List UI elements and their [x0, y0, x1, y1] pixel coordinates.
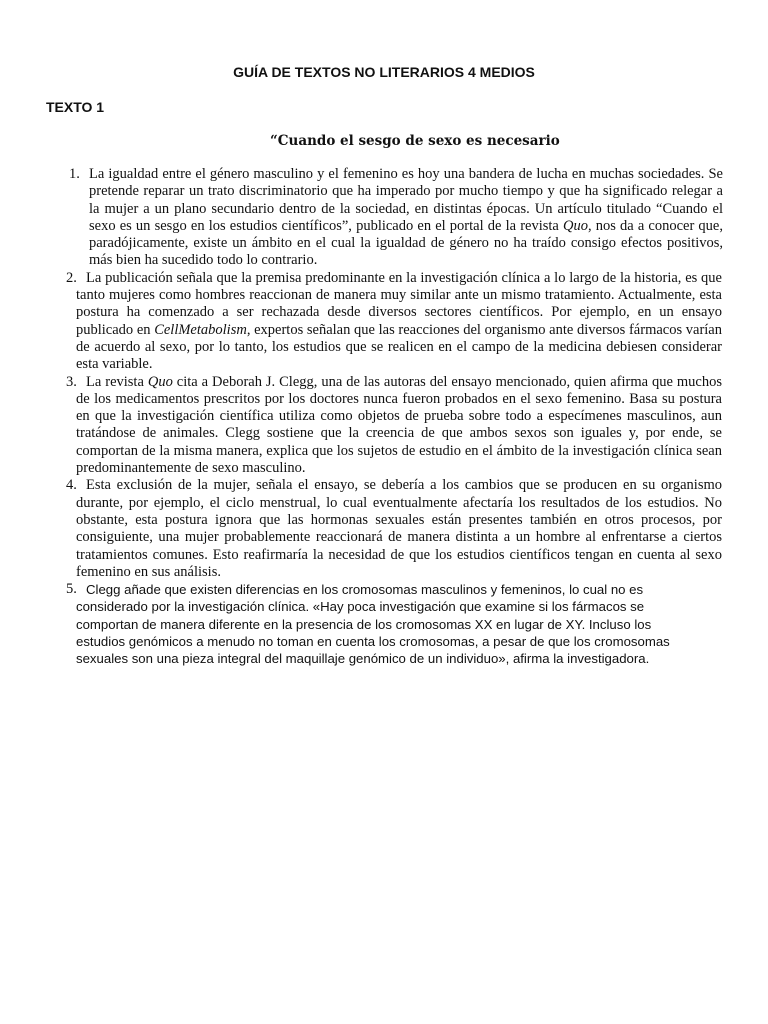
paragraph-3 [66, 373, 722, 478]
article-title: “Cuando el sesgo de sexo es necesario [270, 133, 560, 149]
paragraph-list [0, 166, 723, 668]
paragraph-number: 3. [66, 373, 77, 390]
paragraph-text: Clegg añade que existen diferencias en los cromosomas masculinos y femeninos, lo cual no es considerado por la investigación clínica. «Hay poca investigación que examine si los fármacos se comportan de manera diferente en la presencia de los cromosomas XX en lugar de XY. Incluso los estudios genómicos a menudo no toman en cuenta los cromosomas, a pesar de que los cromosomas sexuales son una pieza integral del maquillaje genómico de un individuo», afirma la investigadora. [76, 582, 670, 667]
document-title: GUÍA DE TEXTOS NO LITERARIOS 4 MEDIOS [233, 64, 535, 80]
paragraph-text: La igualdad entre el género masculino y el femenino es hoy una bandera de lucha en muchas sociedades. Se pretende reparar un trato discriminatorio que ha imperado por mucho tiempo y que ha significado relegar a la mujer a un plano secundario dentro de la sociedad, en distintas épocas. Un artículo titulado “Cuando el sexo es un sesgo en los estudios científicos”, publicado en el portal de la revista Quo, nos da a conocer que, paradójicamente, existe un ámbito en el cual la igualdad de género no ha traído consigo efectos positivos, más bien ha sucedido todo lo contrario. [89, 166, 723, 269]
paragraph-text: La revista Quo cita a Deborah J. Clegg, una de las autoras del ensayo mencionado, quien afirma que muchos de los medicamentos prescritos por los doctores nunca fueron probados en el sexo femenino. Basa su postura en que la investigación científica utiliza como objetos de prueba sobre todo a especímenes masculinos, aun tratándose de animales. Clegg sostiene que la creencia de que ambos sexos son iguales y, por ende, se comportan de la misma manera, explica que los sujetos de estudio en el ámbito de la investigación clínica sean predominantemente de sexo masculino. [76, 373, 722, 477]
section-label: TEXTO 1 [46, 99, 105, 115]
paragraph-number: 4. [66, 477, 77, 494]
paragraph-1 [69, 166, 723, 270]
magazine-name-quo: Quo [562, 217, 588, 234]
paragraph-number: 5. [66, 581, 77, 598]
paragraph-4 [66, 477, 722, 581]
paragraph-text: Esta exclusión de la mujer, señala el ensayo, se debería a los cambios que se producen en su organismo durante, por ejemplo, el ciclo menstrual, lo cual eventualmente afectaría los resultados de los estudios. No obstante, esta postura ignora que las hormonas sexuales están presentes también en otros procesos, por consiguiente, una mujer probablemente reaccionará de manera distinta a un hombre al enfrentarse a ciertos tratamientos comunes. Esto reafirmaría la necesidad de que los estudios científicos tengan en cuenta al sexo femenino en sus análisis. [76, 477, 722, 580]
paragraph-5 [66, 581, 690, 667]
journal-name-cellmetabolism: CellMetabolism [154, 321, 247, 338]
magazine-name-quo: Quo [147, 373, 173, 390]
paragraph-2 [66, 269, 722, 374]
paragraph-text: La publicación señala que la premisa predominante en la investigación clínica a lo largo de la historia, es que tanto mujeres como hombres reaccionan de manera muy similar ante un mismo tratamiento. Actualmente, esta postura ha comenzado a ser rechazada desde diversos sectores científicos. Por ejemplo, en un ensayo publicado en CellMetabolism, expertos señalan que las reacciones del organismo ante diversos fármacos varían de acuerdo al sexo, por lo tanto, los estudios que se realicen en el campo de la medicina debiesen considerar esta variable. [76, 269, 722, 373]
paragraph-number: 1. [69, 166, 80, 182]
paragraph-number: 2. [66, 269, 77, 286]
